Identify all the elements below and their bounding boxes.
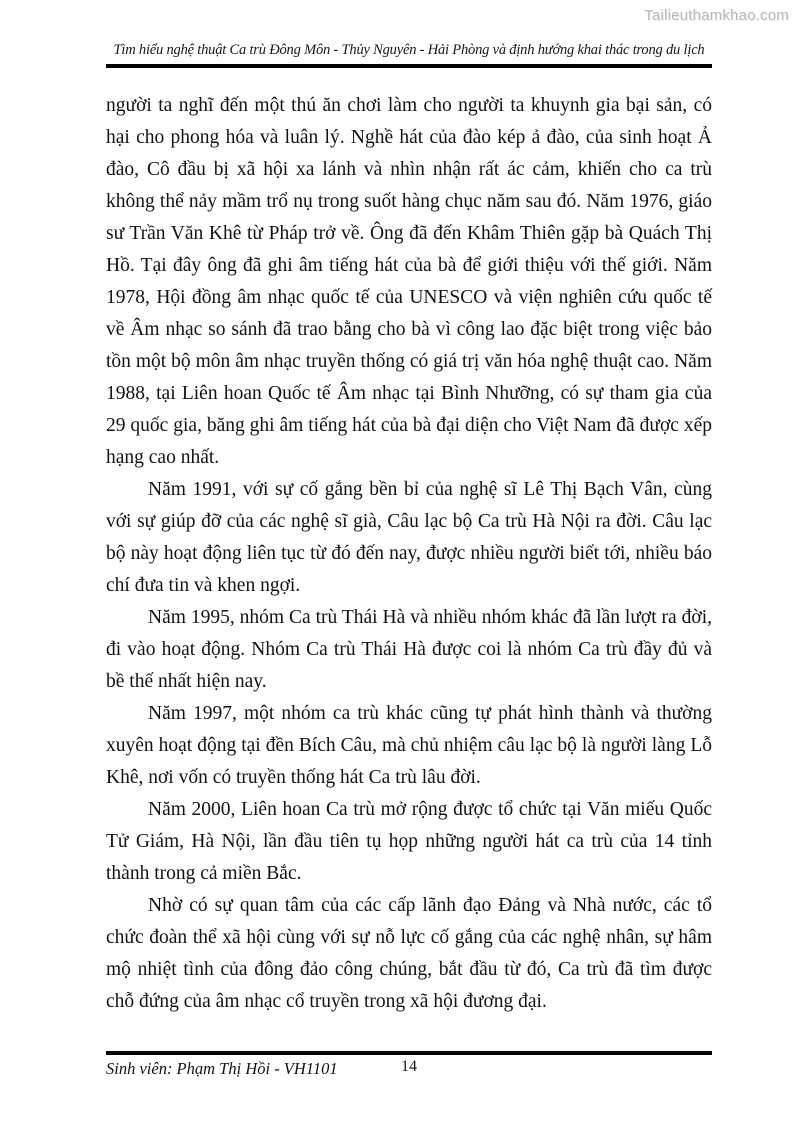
body-paragraph: Năm 2000, Liên hoan Ca trù mở rộng được tổ chức tại Văn miếu Quốc Tử Giám, Hà Nội, lần đầu tiên tụ họp những người hát ca trù của 14 tỉnh thành trong cả miền Bắc. <box>106 799 712 884</box>
page-number: 14 <box>401 1058 417 1075</box>
running-head-title: Tìm hiểu nghệ thuật Ca trù Đông Môn - Thủy Nguyên - Hải Phòng và định hướng khai thác trong du lịch <box>113 42 705 58</box>
document-body <box>106 90 712 1018</box>
footer-author-label: Sinh viên: Phạm Thị Hồi - VH1101 <box>106 1059 338 1078</box>
page-footer <box>106 1051 712 1079</box>
body-paragraph: Năm 1997, một nhóm ca trù khác cũng tự phát hình thành và thường xuyên hoạt động tại đền Bích Câu, mà chủ nhiệm câu lạc bộ là người làng Lỗ Khê, nơi vốn có truyền thống hát Ca trù lâu đời. <box>106 703 712 788</box>
page-header <box>106 42 712 68</box>
body-paragraph: Nhờ có sự quan tâm của các cấp lãnh đạo Đảng và Nhà nước, các tổ chức đoàn thể xã hội cùng với sự nỗ lực cố gắng của các nghệ nhân, sự hâm mộ nhiệt tình của đông đảo công chúng, bắt đầu từ đó, Ca trù đã tìm được chỗ đứng của âm nhạc cổ truyền trong xã hội đương đại. <box>106 895 712 1012</box>
body-paragraph: người ta nghĩ đến một thú ăn chơi làm cho người ta khuynh gia bại sản, có hại cho phong hóa và luân lý. Nghề hát của đào kép ả đào, của sinh hoạt Ả đào, Cô đầu bị xã hội xa lánh và nhìn nhận rất ác cảm, khiến cho ca trù không thể nảy mầm trổ nụ trong suốt hàng chục năm sau đó. Năm 1976, giáo sư Trần Văn Khê từ Pháp trở về. Ông đã đến Khâm Thiên gặp bà Quách Thị Hồ. Tại đây ông đã ghi âm tiếng hát của bà để giới thiệu với thế giới. Năm 1978, Hội đồng âm nhạc quốc tế của UNESCO và viện nghiên cứu quốc tế về Âm nhạc so sánh đã trao bằng cho bà vì công lao đặc biệt trong việc bảo tồn một bộ môn âm nhạc truyền thống có giá trị văn hóa nghệ thuật cao. Năm 1988, tại Liên hoan Quốc tế Âm nhạc tại Bình Nhưỡng, có sự tham gia của 29 quốc gia, băng ghi âm tiếng hát của bà đại diện cho Việt Nam đã được xếp hạng cao nhất. <box>106 95 712 468</box>
watermark-text: Tailieuthamkhao.com <box>644 7 789 24</box>
body-paragraph: Năm 1995, nhóm Ca trù Thái Hà và nhiều nhóm khác đã lần lượt ra đời, đi vào hoạt động. Nhóm Ca trù Thái Hà được coi là nhóm Ca trù đầy đủ và bề thế nhất hiện nay. <box>106 607 712 692</box>
body-paragraph: Năm 1991, với sự cố gắng bền bỉ của nghệ sĩ Lê Thị Bạch Vân, cùng với sự giúp đỡ của các nghệ sĩ già, Câu lạc bộ Ca trù Hà Nội ra đời. Câu lạc bộ này hoạt động liên tục từ đó đến nay, được nhiều người biết tới, nhiều báo chí đưa tin và khen ngợi. <box>106 479 712 596</box>
